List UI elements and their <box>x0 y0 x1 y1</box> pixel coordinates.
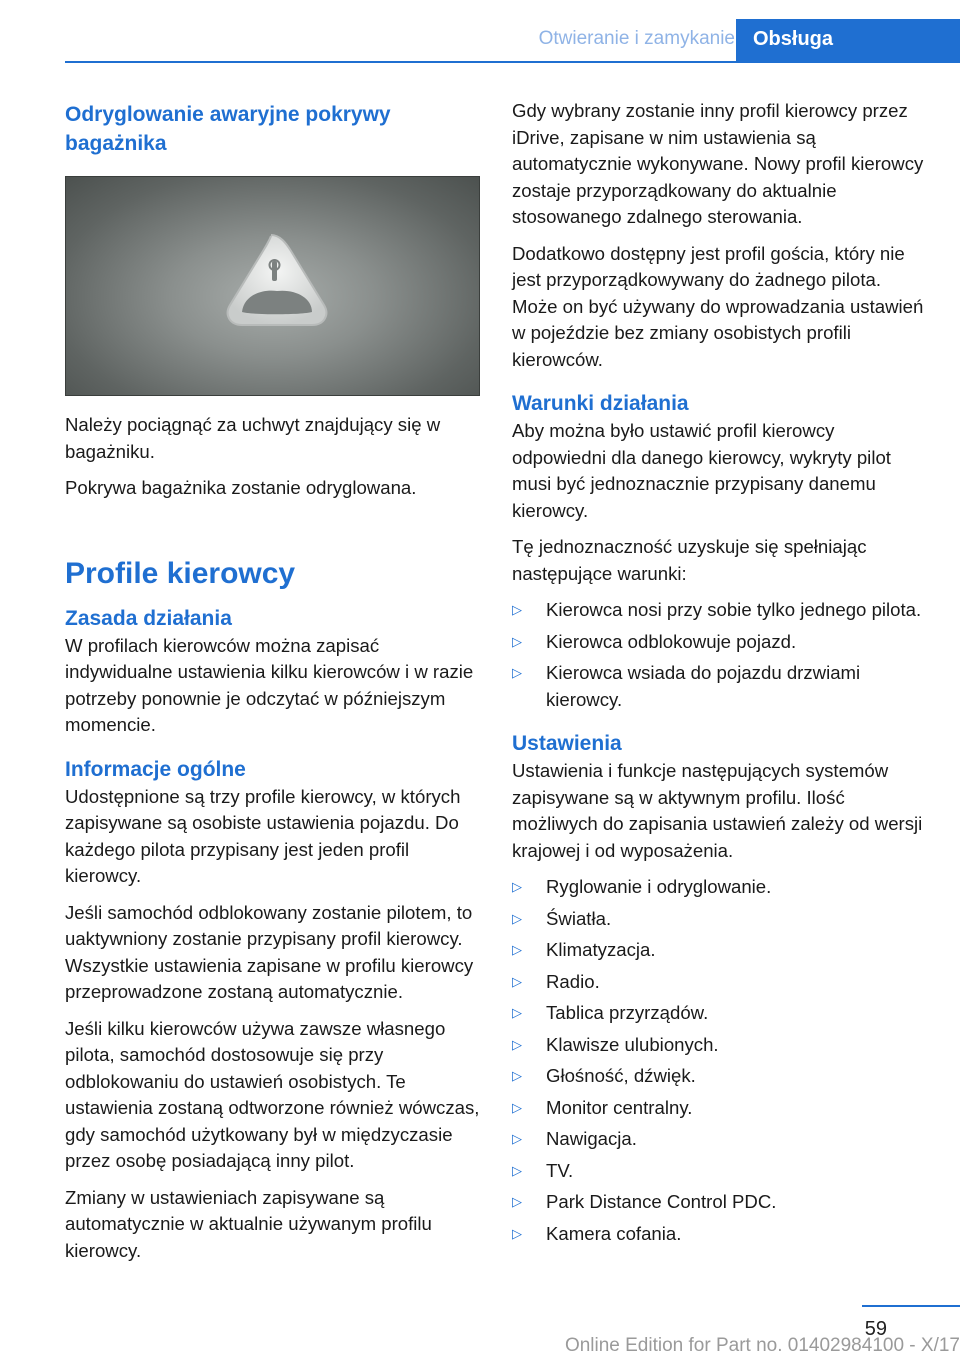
list-item: ▷ Światła. <box>512 906 930 933</box>
list-item: ▷ Radio. <box>512 969 930 996</box>
bullet-triangle-icon: ▷ <box>512 1162 522 1178</box>
right-paragraph-2: Dodatkowo dostępny jest profil gościa, który nie jest przyporządkowywany do żadnego pilota. Może on być używany do wprowadzania ustawień w pojeździe bez zmiany osobistych profili kierowców. <box>512 242 924 370</box>
page-number: 59 <box>864 1318 887 1340</box>
left-column <box>65 100 480 1274</box>
list-item: ▷ Nawigacja. <box>512 1126 930 1153</box>
general-paragraph-3: Jeśli kilku kierowców używa zawsze własnego pilota, samochód dostosowuje się przy odblokowaniu do ustawień osobistych. Te ustawienia zostaną odtworzone również wówczas, gdy samochód użytkowany był w międzyczasie przez osobę posiadającą inny pilot. <box>65 1017 480 1171</box>
principle-paragraph: W profilach kierowców można zapisać indywidualne ustawienia kilku kierowców i w razie potrzeby ponownie je odczytać w późniejszym momencie. <box>65 634 474 735</box>
settings-list <box>512 874 930 1247</box>
bullet-triangle-icon: ▷ <box>512 1194 522 1209</box>
settings-paragraph: Ustawienia i funkcje następujących systemów zapisywane są w aktywnym profilu. Ilość możliwych do zapisania ustawień zależy od wersji krajowej i od wyposażenia. <box>512 760 923 861</box>
right-paragraph-1: Gdy wybrany zostanie inny profil kierowcy przez iDrive, zapisane w nim ustawienia są automatycznie wykonywane. Nowy profil kierowcy zostaje przyporządkowany do aktualnie stosowanego zdalnego sterowania. <box>512 100 924 227</box>
conditions-paragraph-1: Aby można było ustawić profil kierowcy odpowiedni dla danego kierowcy, wykryty pilot musi być jednoznacznie przypisany danemu kierowcy. <box>512 420 891 521</box>
conditions-paragraph-2: Tę jednoznaczność uzyskuje się spełniając następujące warunki: <box>512 536 867 584</box>
list-item: ▷ Głośność, dźwięk. <box>512 1063 930 1090</box>
list-item: ▷ Park Distance Control PDC. <box>512 1189 930 1216</box>
driver-profiles-heading: Profile kierowcy <box>65 556 296 590</box>
list-item: ▷ TV. <box>512 1158 930 1185</box>
list-item: ▷ Kierowca odblokowuje pojazd. <box>512 629 930 656</box>
list-item: ▷ Monitor centralny. <box>512 1095 930 1122</box>
bullet-triangle-icon: ▷ <box>512 1005 522 1020</box>
general-paragraph-2: Jeśli samochód odblokowany zostanie pilotem, to uaktywniony zostanie przypisany profil kierowcy. Wszystkie ustawienia zapisane w profilu kierowcy przeprowadzone zostaną automatycznie. <box>65 901 474 1002</box>
header-section-title: Otwieranie i zamykanie <box>538 28 735 49</box>
bullet-triangle-icon: ▷ <box>512 633 522 649</box>
general-paragraph-4: Zmiany w ustawieniach zapisywane są automatycznie w aktualnie używanym profilu kierowcy. <box>65 1186 432 1261</box>
emergency-paragraph-1: Należy pociągnąć za uchwyt znajdujący się w bagażniku. <box>65 414 441 462</box>
list-item: ▷ Ryglowanie i odryglowanie. <box>512 874 930 901</box>
list-item: ▷ Kierowca nosi przy sobie tylko jednego pilota. <box>512 597 930 624</box>
bullet-triangle-icon: ▷ <box>512 910 522 926</box>
header-chapter-tab: Obsługa <box>736 19 960 63</box>
settings-heading: Ustawienia <box>512 732 622 755</box>
bullet-triangle-icon: ▷ <box>512 602 522 617</box>
bullet-triangle-icon: ▷ <box>512 942 522 957</box>
bullet-triangle-icon: ▷ <box>512 973 522 989</box>
bullet-triangle-icon: ▷ <box>512 1225 522 1241</box>
list-item: ▷ Tablica przyrządów. <box>512 1000 930 1027</box>
right-column <box>512 98 930 1257</box>
bullet-triangle-icon: ▷ <box>512 1068 522 1083</box>
trunk-release-handle-photo <box>65 176 480 396</box>
general-info-heading: Informacje ogólne <box>65 757 246 781</box>
bullet-triangle-icon: ▷ <box>512 1099 522 1115</box>
emergency-release-heading: Odryglowanie awaryjne pokrywy bagażnika <box>65 103 391 155</box>
list-item: ▷ Kamera cofania. <box>512 1221 930 1248</box>
edition-footer: Online Edition for Part no. 01402984100 - X/17 <box>564 1335 960 1356</box>
conditions-heading: Warunki działania <box>512 392 689 415</box>
emergency-paragraph-2: Pokrywa bagażnika zostanie odryglowana. <box>65 477 417 498</box>
header-rule <box>65 61 960 63</box>
bullet-triangle-icon: ▷ <box>512 1131 522 1146</box>
principle-heading: Zasada działania <box>65 606 232 630</box>
general-paragraph-1: Udostępnione są trzy profile kierowcy, w których zapisywane są osobiste ustawienia pojazdu. Do każdego pilota przypisany jest jeden profil kierowcy. <box>65 785 461 886</box>
bullet-triangle-icon: ▷ <box>512 1036 522 1052</box>
list-item: ▷ Kierowca wsiada do pojazdu drzwiami kierowcy. <box>512 662 861 710</box>
list-item: ▷ Klawisze ulubionych. <box>512 1032 930 1059</box>
list-item: ▷ Klimatyzacja. <box>512 937 930 964</box>
bullet-triangle-icon: ▷ <box>512 665 522 680</box>
bullet-triangle-icon: ▷ <box>512 879 522 894</box>
conditions-list <box>512 597 930 713</box>
footer-rule <box>862 1305 960 1307</box>
